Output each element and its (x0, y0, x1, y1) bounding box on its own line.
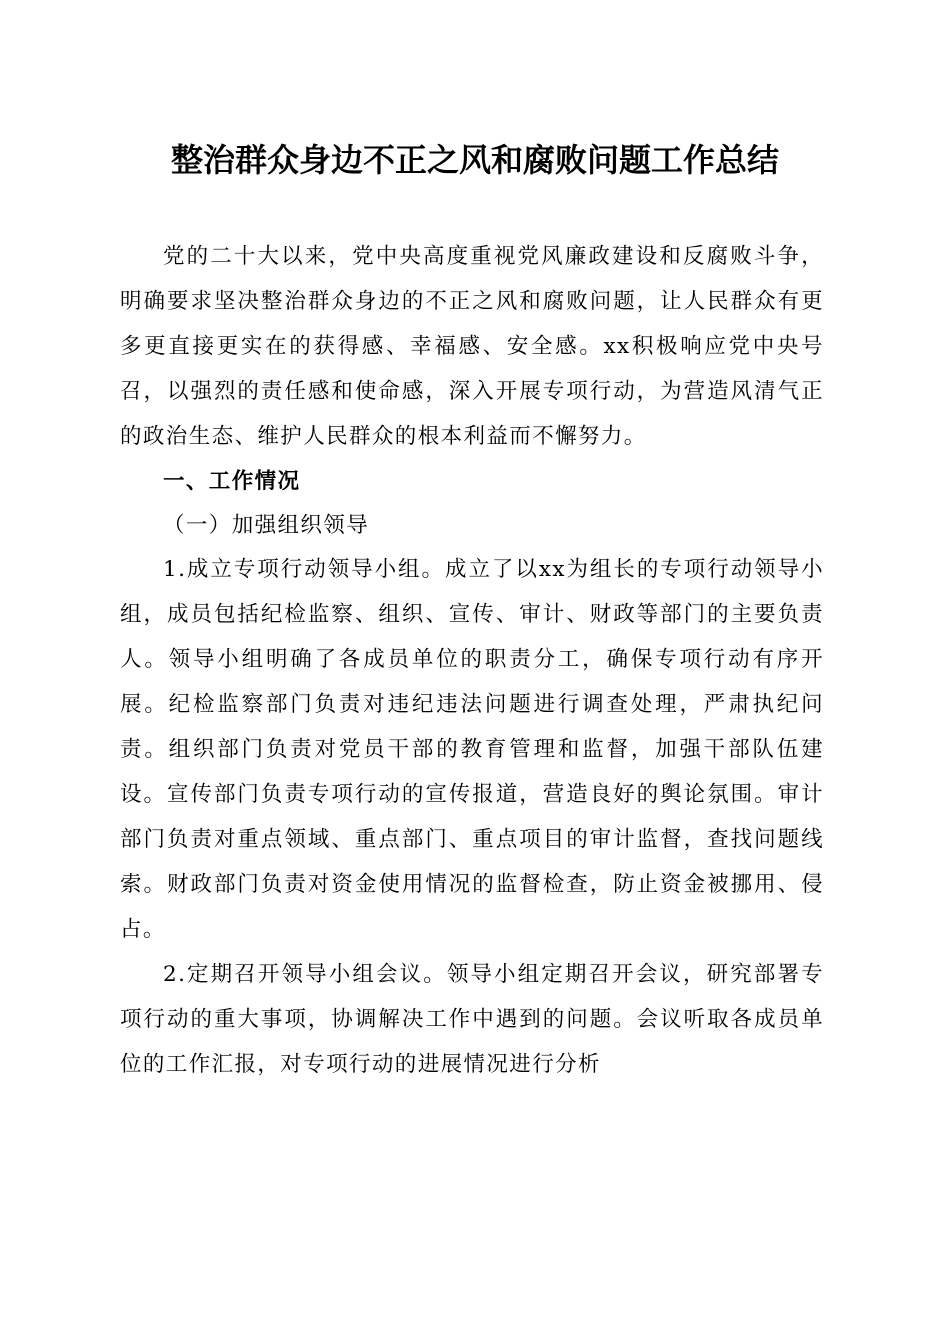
item-paragraph-2: 2.定期召开领导小组会议。领导小组定期召开会议，研究部署专项行动的重大事项，协调解决工作中遇到的问题。会议听取各成员单位的工作汇报，对专项行动的进展情况进行分析 (120, 962, 824, 1077)
document-title: 整治群众身边不正之风和腐败问题工作总结 (170, 141, 779, 179)
intro-paragraph: 党的二十大以来，党中央高度重视党风廉政建设和反腐败斗争，明确要求坚决整治群众身边的不正之风和腐败问题，让人民群众有更多更直接更实在的获得感、幸福感、安全感。xx积极响应党中央号召，以强烈的责任感和使命感，深入开展专项行动，为营造风清气正的政治生态、维护人民群众的根本利益而不懈努力。 (120, 244, 824, 449)
section-heading-work-status: 一、工作情况 (163, 469, 301, 494)
subsection-heading-organization: （一）加强组织领导 (163, 513, 370, 538)
document-body (120, 234, 824, 1087)
item-paragraph-1: 1.成立专项行动领导小组。成立了以xx为组长的专项行动领导小组，成员包括纪检监察、组织、宣传、审计、财政等部门的主要负责人。领导小组明确了各成员单位的职责分工，确保专项行动有序开展。纪检监察部门负责对违纪违法问题进行调查处理，严肃执纪问责。组织部门负责对党员干部的教育管理和监督，加强干部队伍建设。宣传部门负责专项行动的宣传报道，营造良好的舆论氛围。审计部门负责对重点领域、重点部门、重点项目的审计监督，查找问题线索。财政部门负责对资金使用情况的监督检查，防止资金被挪用、侵占。 (120, 557, 824, 942)
